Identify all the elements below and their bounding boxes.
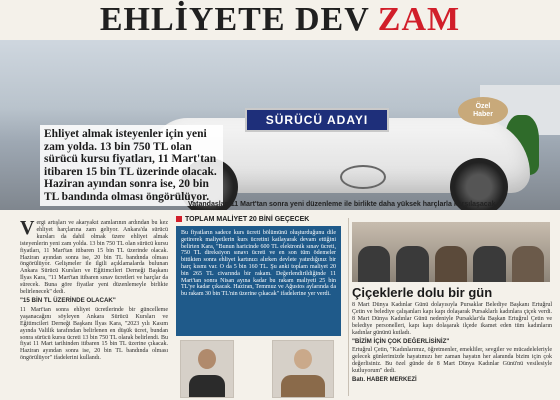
article-column-right [352,302,552,386]
portrait-head [294,349,312,369]
portrait-head [198,349,216,369]
portrait-photo-woman [272,340,334,398]
right-article-title: Çiçeklerle dolu bir gün [352,285,493,300]
right-paragraph-1: 8 Mart Dünya Kadınlar Günü dolayısıyla Pursaklar Belediye Başkanı Ertuğrul Çetin ve belediye çalışanları kapı kapı dolaşarak Pursaklarlı kadınlara çiçek verdi. 8 Mart Dünya Kadınlar Günü nedeniyle Pursaklar'da Başkan Ertuğrul Çetin ve belediye personelleri, kapı kapı dolaşarak ilçede ikamet eden tüm kadınların kadınlar gününü kutladı. [352,302,552,336]
womens-day-photo [352,222,550,282]
article-column-1 [20,217,168,364]
column1-subheading: "15 BİN TL ÜZERİNDE OLACAK" [20,296,116,304]
highlight-box [176,226,341,336]
exclusive-badge [458,97,508,125]
sidebar-heading [176,214,346,224]
group-people [352,242,550,282]
headline-accent-text: ZAM [377,1,461,38]
portrait-photo-man [180,340,234,398]
photo-caption: Vatandaşlar, 11 Mart'tan sonra yeni düzenleme ile birlikte daha yüksek harçlarla karşılaşacak. [188,201,498,208]
portrait-body [281,375,325,397]
column1-paragraph-2: 11 Mart'tan sonra ehliyet ücretlerinde bir güncelleme yaşanacağını söyleyen Ankara Sürücü Kursları ve Eğitimcileri Derneği Başkanı İlyas Kara, "2023 yılı Kasım ayında Valilik tarafından belirlenen en düşük ücret, bundan sonra sürücü kursu ücreti 13 bin 750 TL olarak belirlendi. Bu fiyat 11 Mart tarihinden itibaren 15 bin TL üzerine çıkacak. Haziran ayından sonra ise, 20 bin TL bandında olması öngörülüyor" ifadelerini kullandı. [20,306,168,362]
sidebar-heading-text: TOPLAM MALİYET 20 BİNİ GEÇECEK [185,215,310,223]
badge-line-1: Özel [475,103,491,110]
badge-line-2: Haber [473,111,493,118]
drop-cap: V [20,217,35,239]
car-logo-icon [340,165,386,189]
square-bullet-icon [176,216,182,222]
right-paragraph-2: Ertuğrul Çetin, "Kadınlarımız, öğretmenler, emekliler, sevgiler ve mücadeleleriyle gelecek günlerimizde hayatımızı her zaman hayatın her alanında bizim için çok değerlisiniz. Bu özel günde de 8 Mart Dünya Kadınlar Günü'nü vesilesiyle kutluyorum" dedi. [352,347,552,375]
byline: Batı. HABER MERKEZİ [352,377,417,384]
hero-photo [0,40,560,210]
portrait-body [189,375,225,397]
student-driver-sign: SÜRÜCÜ ADAYI [245,108,389,132]
right-subheading: "BİZİM İÇİN ÇOK DEĞERLİSİNİZ" [352,337,450,345]
headline [0,0,560,40]
column-divider [348,218,349,396]
column1-paragraph: ergi artışları ve akaryakıt zamlarının ardından bu kez ehliyet harçlarına zam geliyor. Ankara'da sürücü kursları da dahil olmak üzere ehliyet almak isteyenlerin yeni zam yolda. 13 bin 750 TL olan sürücü kursu fiyatları, 11 Mart'tan itibaren 15 bin TL üzerinde olacak. Haziran ayından sonra ise, 20 bin TL bandında olması öngörülüyor. Gelişmeler ile ilgili açıklamalarda bulunan Ankara Sürücü Kursları ve Eğitimcileri Derneği Başkanı İlyas Kara, "11 Mart'tan itibaren sınav ücretleri ve harçlar da sürecek. Buna göre fiyatlar yeni düzenlemeyle birlikte belirlenecek" dedi. [20,220,168,296]
highlight-text: Bu fiyatların sadece kurs ücreti bölümünü oluşturduğunu dile getirerek maliyetlerin kurs ücretini katlayarak devam ettiğini belirten Kara, "Bunun haricinde 600 TL elektronik sınav ücreti, 750 TL direksiyon sınavı ücreti ve en son tüm ödemeler bittikten sonra ehliyet kartınızı alırken devlete yatırdığınız bir harç kısmı var. O da 5 bin 160 TL. Şu anki toplam maliyet 20 bin 265 TL civarında bir rakam. Değerlendirildiğinde 11 Mart'tan sonra Nisan ayına kadar bu rakam maliyeti 25 bin TL'ye kadar çıkacak. Haziran, Temmuz ve Ağustos aylarında da bu rakam 30 bin TL'nin üzerine çıkacak" ifadelerine yer verdi. [181,230,336,298]
lead-text: Ehliyet almak isteyenler için yeni zam yolda. 13 bin 750 TL olan sürücü kursu fiyatları, 11 Mart'tan itibaren 15 bin TL üzerinde olacak. Haziran ayından sonra ise, 20 bin TL bandında olması öngörülüyor. [40,125,223,206]
headline-text: EHLİYETE DEV [99,1,370,38]
